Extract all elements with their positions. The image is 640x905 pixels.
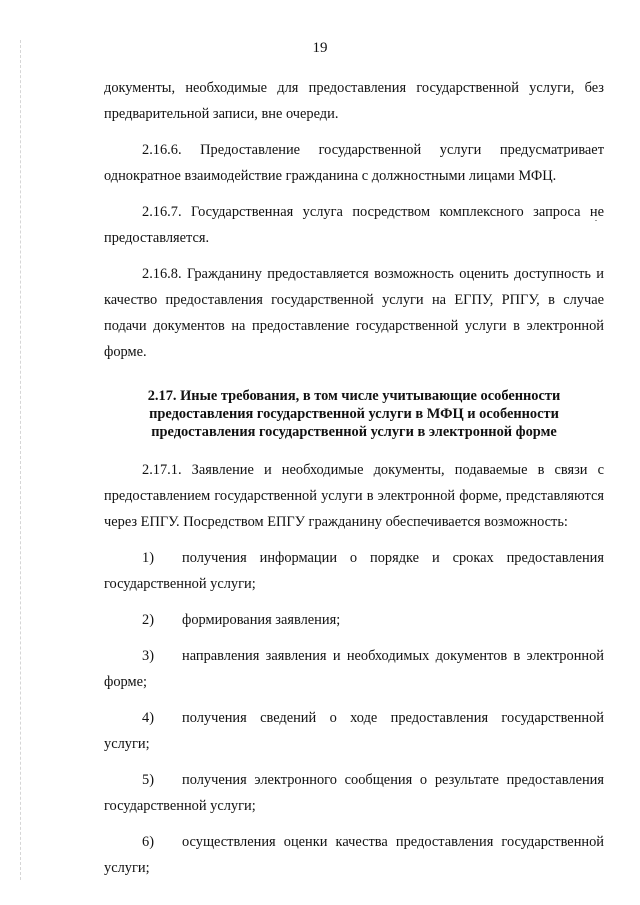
list-item-number: 1) bbox=[142, 550, 154, 566]
list-item-text: получения информации о порядке и сроках предоставления государственной услуги; bbox=[104, 550, 604, 592]
list-item-number: 3) bbox=[142, 648, 154, 664]
list-item-text: получения сведений о ходе предоставления государственной услуги; bbox=[104, 710, 604, 752]
paragraph-2-16-7: 2.16.7. Государственная услуга посредством комплексного запроса не предоставляется. bbox=[104, 204, 604, 246]
list-item-text: осуществления оценки качества предоставления государственной услуги; bbox=[104, 834, 604, 876]
paragraph-2-17-1: 2.17.1. Заявление и необходимые документы, подаваемые в связи с предоставлением государственной услуги в электронной форме, представляются через ЕПГУ. Посредством ЕПГУ гражданину обеспечивается возможность: bbox=[104, 462, 604, 530]
list-item-number: 6) bbox=[142, 834, 154, 850]
list-item-number: 2) bbox=[142, 612, 154, 628]
paragraph-2-16-6: 2.16.6. Предоставление государственной услуги предусматривает однократное взаимодействие гражданина с должностными лицами МФЦ. bbox=[104, 142, 604, 184]
paragraph-2-16-8: 2.16.8. Гражданину предоставляется возможность оценить доступность и качество предоставления государственной услуги на ЕГПУ, РПГУ, в случае подачи документов на предоставление государственной услуги в электронной форме. bbox=[104, 266, 604, 360]
list-item-text: направления заявления и необходимых документов в электронной форме; bbox=[104, 648, 604, 690]
list-item bbox=[104, 705, 604, 757]
list-item-text: формирования заявления; bbox=[182, 612, 341, 628]
scan-edge-line bbox=[20, 40, 21, 880]
list-item bbox=[104, 767, 604, 819]
list-item bbox=[104, 607, 604, 633]
list-item-number: 4) bbox=[142, 710, 154, 726]
section-heading-2-17: 2.17. Иные требования, в том числе учитывающие особенности предоставления государственной услуги в МФЦ и особенности предоставления государственной услуги в электронной форме bbox=[147, 388, 561, 440]
list-item bbox=[104, 545, 604, 597]
list-item bbox=[104, 643, 604, 695]
list-item-number: 5) bbox=[142, 772, 154, 788]
list-item bbox=[104, 829, 604, 881]
list-item-text: получения электронного сообщения о результате предоставления государственной услуги; bbox=[104, 772, 604, 814]
page-number: 19 bbox=[312, 40, 328, 56]
document-body bbox=[104, 75, 604, 891]
paragraph-continuation: документы, необходимые для предоставления государственной услуги, без предварительной записи, вне очереди. bbox=[104, 80, 604, 122]
